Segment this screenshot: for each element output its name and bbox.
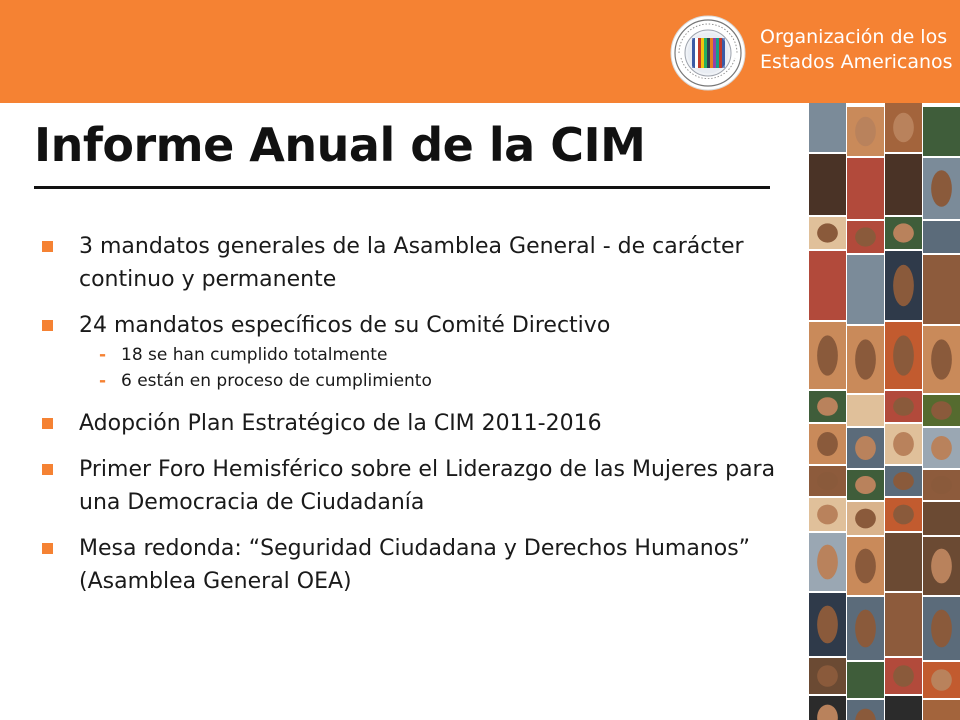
collage-tile — [923, 502, 960, 535]
collage-face — [817, 223, 838, 242]
collage-tile — [847, 395, 884, 426]
header-banner — [0, 0, 960, 103]
sub-bullet-item — [79, 342, 802, 368]
collage-face — [931, 549, 952, 584]
collage-tile — [885, 533, 922, 591]
bullet-text: Mesa redonda: “Seguridad Ciudadana y Derechos Humanos” (Asamblea General OEA) — [79, 536, 751, 594]
collage-face — [817, 432, 838, 456]
collage-tile — [885, 593, 922, 656]
collage-face — [855, 339, 876, 379]
title-underline — [34, 186, 770, 189]
collage-tile — [885, 154, 922, 215]
collage-face — [931, 610, 952, 648]
collage-face — [893, 472, 914, 490]
collage-face — [931, 401, 952, 420]
collage-tile — [923, 255, 960, 324]
collage-face — [855, 610, 876, 648]
collage-face — [855, 436, 876, 460]
collage-face — [893, 335, 914, 375]
collage-face — [817, 505, 838, 525]
collage-face — [855, 509, 876, 529]
collage-tile — [809, 154, 846, 215]
collage-face — [817, 335, 838, 375]
collage-face — [817, 397, 838, 416]
collage-tile — [847, 255, 884, 324]
sub-bullet-text: 18 se han cumplido totalmente — [121, 345, 388, 365]
square-bullet-icon — [42, 320, 53, 331]
organization-name-line-1: Organización de los — [760, 26, 948, 48]
bullet-text: Primer Foro Hemisférico sobre el Liderazgo de las Mujeres para una Democracia de Ciudadanía — [79, 457, 776, 515]
collage-face — [931, 170, 952, 207]
bullet-item — [42, 407, 802, 440]
collage-face — [817, 472, 838, 490]
sub-bullet-list — [79, 342, 802, 394]
collage-face — [817, 545, 838, 580]
collage-face — [855, 549, 876, 584]
collage-tile — [923, 221, 960, 253]
slide-title: Informe Anual de la CIM — [34, 118, 646, 172]
organization-name — [760, 25, 953, 75]
oas-seal-icon — [669, 14, 747, 92]
collage-face — [817, 665, 838, 687]
collage-face — [893, 113, 914, 142]
square-bullet-icon — [42, 241, 53, 252]
collage-tile — [923, 700, 960, 720]
collage-face — [855, 117, 876, 146]
organization-name-line-2: Estados Americanos — [760, 51, 953, 73]
bullet-item — [42, 309, 802, 394]
collage-face — [855, 227, 876, 246]
collage-face — [893, 432, 914, 456]
collage-tile — [809, 251, 846, 320]
bullet-text: Adopción Plan Estratégico de la CIM 2011-2016 — [79, 411, 602, 436]
collage-tile — [809, 103, 846, 152]
collage-tile — [885, 696, 922, 720]
sub-bullet-item — [79, 368, 802, 394]
collage-face — [893, 505, 914, 525]
bullet-text: 3 mandatos generales de la Asamblea General - de carácter continuo y permanente — [79, 234, 744, 292]
sub-bullet-text: 6 están en proceso de cumplimiento — [121, 371, 432, 391]
square-bullet-icon — [42, 543, 53, 554]
collage-face — [893, 397, 914, 416]
collage-face — [855, 476, 876, 494]
collage-face — [893, 223, 914, 242]
collage-face — [893, 265, 914, 306]
collage-face — [931, 339, 952, 379]
collage-face — [931, 436, 952, 460]
square-bullet-icon — [42, 464, 53, 475]
collage-tile — [923, 107, 960, 156]
collage-face — [817, 606, 838, 644]
bullet-item — [42, 230, 802, 296]
bullet-text: 24 mandatos específicos de su Comité Directivo — [79, 313, 611, 338]
collage-face — [931, 476, 952, 494]
collage-face — [931, 669, 952, 691]
collage-tile — [847, 158, 884, 219]
dash-bullet-icon: - — [99, 345, 107, 365]
bullet-item — [42, 453, 802, 519]
photo-collage — [809, 103, 960, 720]
dash-bullet-icon: - — [99, 371, 107, 391]
collage-face — [893, 665, 914, 687]
bullet-item — [42, 532, 802, 598]
collage-tile — [847, 662, 884, 698]
photo-collage-image — [809, 103, 960, 720]
bullet-list — [42, 230, 802, 611]
square-bullet-icon — [42, 418, 53, 429]
